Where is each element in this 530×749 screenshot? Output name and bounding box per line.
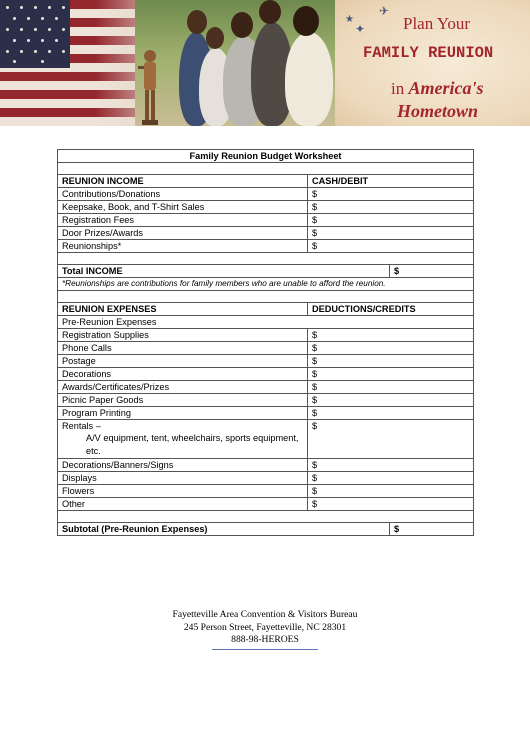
rentals-row <box>58 420 474 459</box>
amount-field[interactable]: $ <box>308 240 474 253</box>
table-row <box>58 381 474 394</box>
soldier-statue-icon <box>137 46 163 126</box>
table-row <box>58 459 474 472</box>
flag-canton <box>0 0 70 68</box>
row-label: Keepsake, Book, and T-Shirt Sales <box>58 201 308 214</box>
table-row <box>58 227 474 240</box>
blank-row <box>58 163 474 175</box>
row-label: Door Prizes/Awards <box>58 227 308 240</box>
row-label: Displays <box>58 472 308 485</box>
rentals-detail: A/V equipment, tent, wheelchairs, sports equipment, etc. <box>86 433 299 456</box>
row-label: Postage <box>58 355 308 368</box>
amount-field[interactable]: $ <box>308 368 474 381</box>
subtotal-label: Subtotal (Pre-Reunion Expenses) <box>58 523 390 536</box>
table-title-row <box>58 150 474 163</box>
note-row <box>58 278 474 291</box>
rentals-label: Rentals – <box>62 421 101 431</box>
table-row <box>58 472 474 485</box>
budget-worksheet-table <box>57 149 474 536</box>
table-row <box>58 485 474 498</box>
blank-row <box>58 291 474 303</box>
banner-line-family-reunion: FAMILY REUNION <box>363 44 494 62</box>
row-label: Awards/Certificates/Prizes <box>58 381 308 394</box>
table-row <box>58 368 474 381</box>
amount-field[interactable]: $ <box>308 459 474 472</box>
footer-link-underline[interactable] <box>212 649 318 650</box>
banner-line-plan-your: Plan Your <box>403 14 471 33</box>
amount-field[interactable]: $ <box>308 485 474 498</box>
amount-field[interactable]: $ <box>308 381 474 394</box>
row-label: Registration Fees <box>58 214 308 227</box>
total-income-label: Total INCOME <box>58 265 390 278</box>
blank-row <box>58 511 474 523</box>
row-label: Flowers <box>58 485 308 498</box>
blank-row <box>58 253 474 265</box>
amount-field[interactable]: $ <box>308 188 474 201</box>
amount-field[interactable]: $ <box>308 355 474 368</box>
row-label: Contributions/Donations <box>58 188 308 201</box>
table-row <box>58 342 474 355</box>
rentals-cell <box>58 420 308 459</box>
income-header-row <box>58 175 474 188</box>
table-row <box>58 329 474 342</box>
section-row <box>58 316 474 329</box>
row-label: Decorations <box>58 368 308 381</box>
income-header: REUNION INCOME <box>58 175 308 188</box>
banner-line-americas: in America's <box>391 78 484 98</box>
banner-text-panel <box>335 0 530 126</box>
table-row <box>58 214 474 227</box>
amount-field[interactable]: $ <box>308 201 474 214</box>
footer-address: 245 Person Street, Fayetteville, NC 28301 <box>183 621 347 633</box>
airplane-icon: ✈ <box>379 4 390 18</box>
table-row <box>58 240 474 253</box>
star-icon: ★ <box>345 14 354 25</box>
table-row <box>58 355 474 368</box>
header-banner <box>0 0 530 126</box>
cash-debit-header: CASH/DEBIT <box>308 175 474 188</box>
row-label: Picnic Paper Goods <box>58 394 308 407</box>
row-label: Other <box>58 498 308 511</box>
deductions-credits-header: DEDUCTIONS/CREDITS <box>308 303 474 316</box>
row-label: Phone Calls <box>58 342 308 355</box>
amount-field[interactable]: $ <box>308 407 474 420</box>
row-label: Registration Supplies <box>58 329 308 342</box>
total-income-row <box>58 265 474 278</box>
worksheet-title: Family Reunion Budget Worksheet <box>58 150 474 163</box>
rocket-icon: ✦ <box>355 22 366 36</box>
amount-field[interactable]: $ <box>308 394 474 407</box>
subtotal-row <box>58 523 474 536</box>
row-label: Decorations/Banners/Signs <box>58 459 308 472</box>
pre-reunion-section-label: Pre-Reunion Expenses <box>58 316 474 329</box>
amount-field[interactable]: $ <box>308 342 474 355</box>
amount-field[interactable]: $ <box>308 498 474 511</box>
total-income-field[interactable]: $ <box>390 265 474 278</box>
amount-field[interactable]: $ <box>308 214 474 227</box>
table-row <box>58 188 474 201</box>
expenses-header-row <box>58 303 474 316</box>
row-label: Reunionships* <box>58 240 308 253</box>
amount-field[interactable]: $ <box>308 329 474 342</box>
table-row <box>58 201 474 214</box>
table-row <box>58 498 474 511</box>
amount-field[interactable]: $ <box>308 227 474 240</box>
amount-field[interactable]: $ <box>308 420 474 459</box>
footer <box>0 609 530 650</box>
footer-org: Fayetteville Area Convention & Visitors Bureau <box>172 609 358 620</box>
banner-line-hometown: Hometown <box>397 101 479 121</box>
table-row <box>58 407 474 420</box>
amount-field[interactable]: $ <box>308 472 474 485</box>
expenses-header: REUNION EXPENSES <box>58 303 308 316</box>
family-photo <box>135 0 335 126</box>
table-row <box>58 394 474 407</box>
row-label: Program Printing <box>58 407 308 420</box>
american-flag-image <box>0 0 135 126</box>
subtotal-field[interactable]: $ <box>390 523 474 536</box>
reunionships-note: *Reunionships are contributions for family members who are unable to afford the reunion. <box>58 278 474 291</box>
footer-phone: 888-98-HEROES <box>231 634 299 645</box>
